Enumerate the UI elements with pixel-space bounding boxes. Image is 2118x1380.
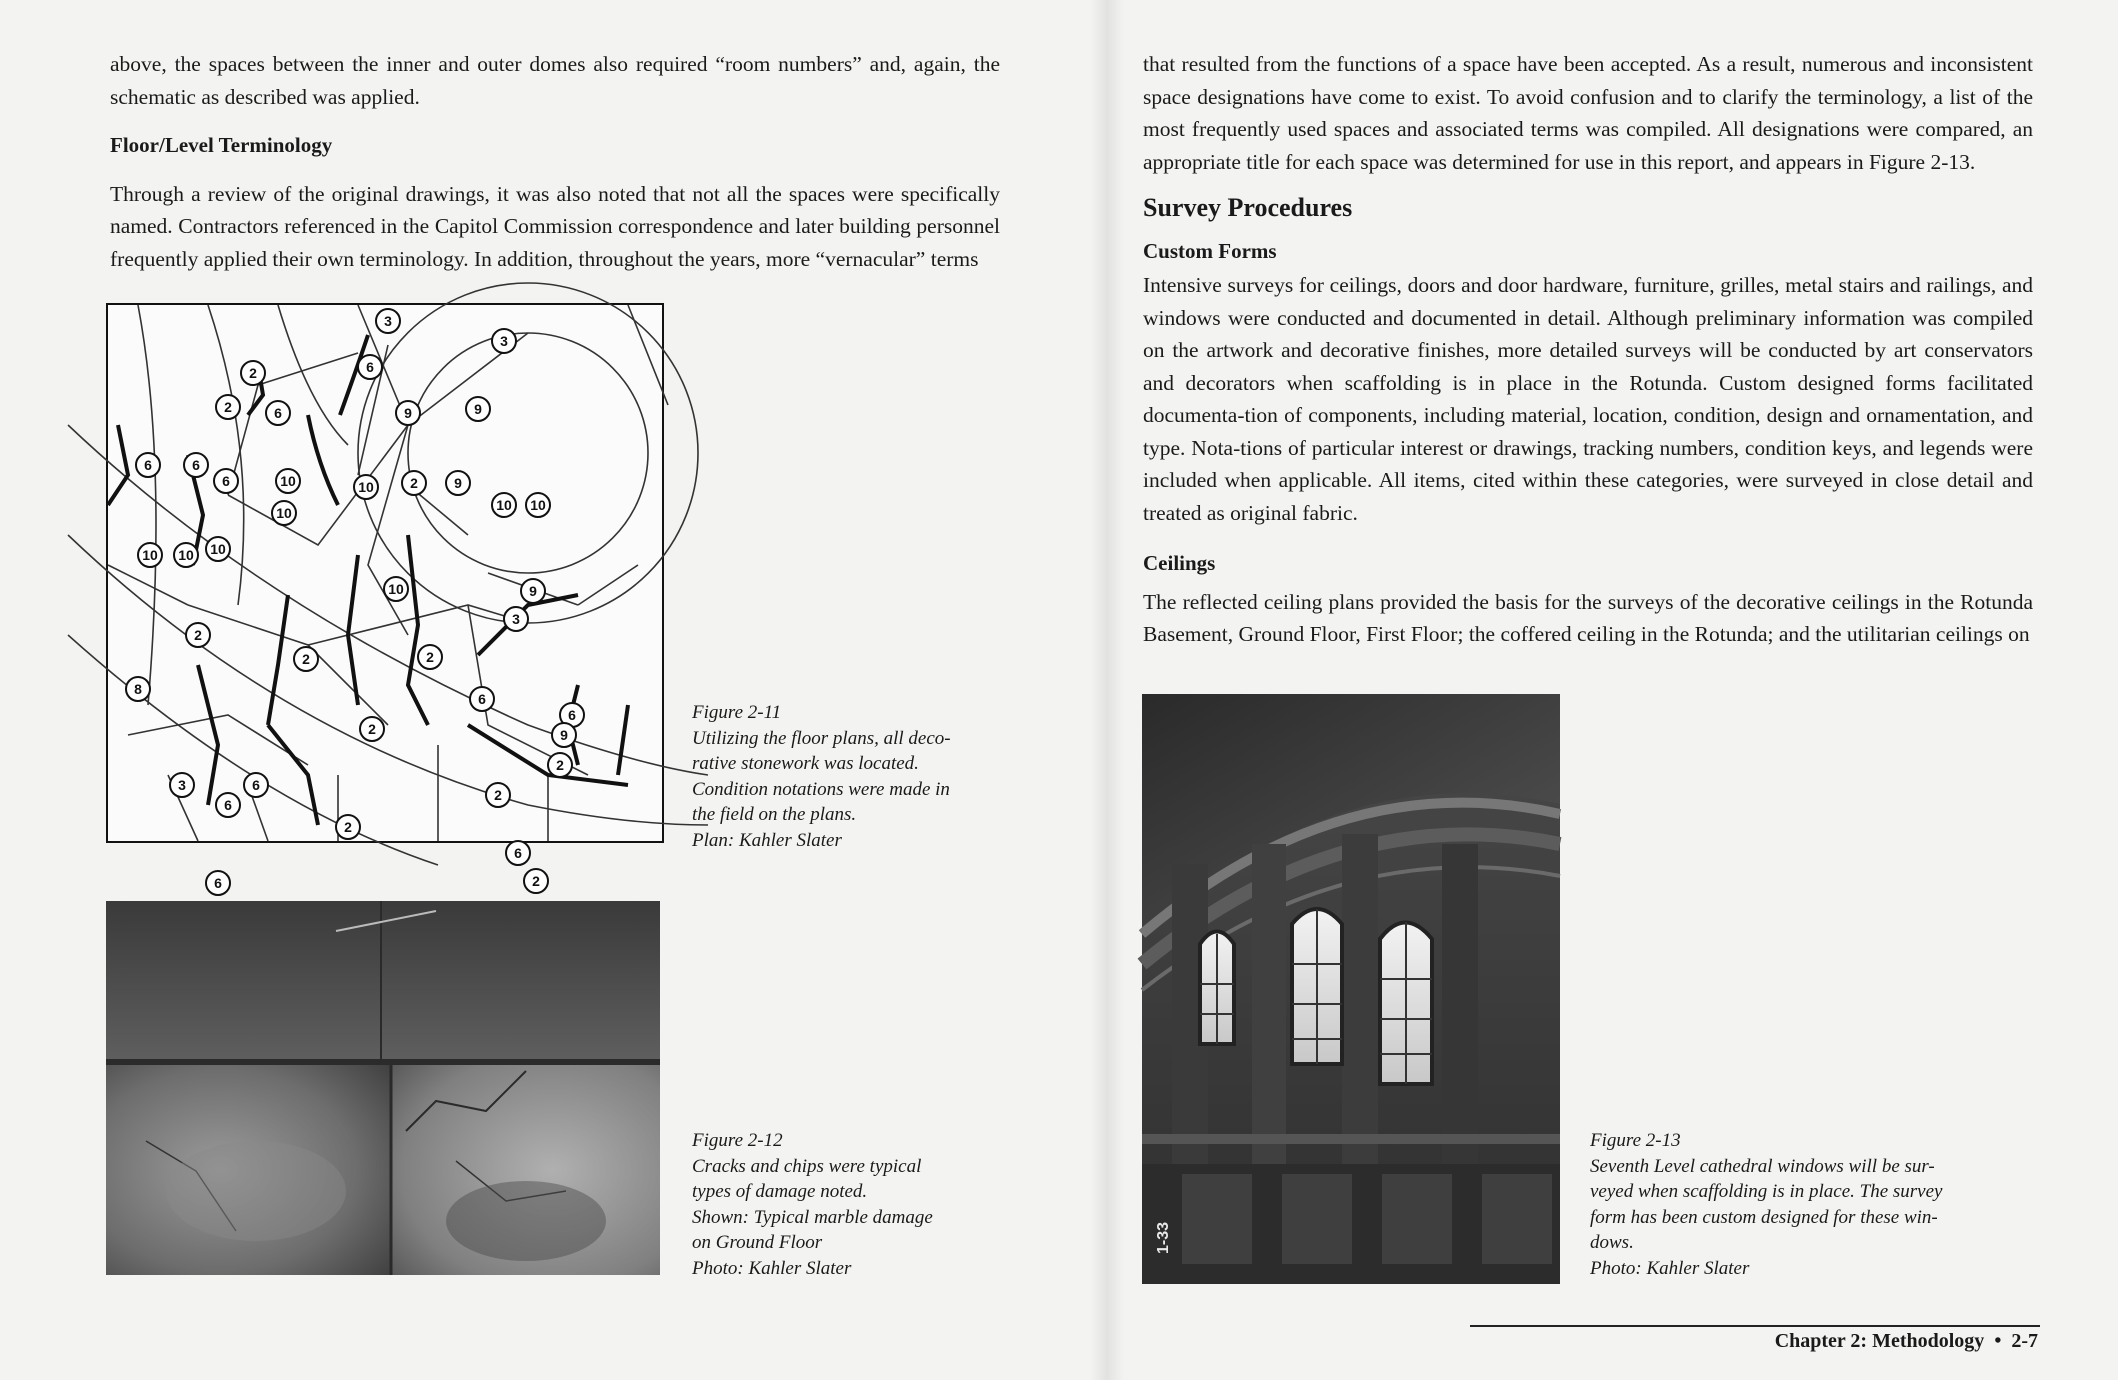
marble-damage-photo — [106, 901, 660, 1275]
condition-marker-label: 9 — [404, 405, 412, 421]
footer-separator: • — [1994, 1330, 2002, 1352]
figure-2-11-line-2: rative stonework was located. — [692, 753, 919, 774]
condition-marker-label: 10 — [276, 505, 292, 521]
condition-marker-label: 10 — [358, 479, 374, 495]
figure-2-13-credit: Photo: Kahler Slater — [1590, 1257, 1750, 1279]
figure-2-13-number: Figure 2-13 — [1590, 1130, 1681, 1151]
condition-marker-label: 6 — [514, 845, 522, 861]
figure-2-13-caption — [1590, 1128, 2010, 1281]
figure-2-12-line-4: on Ground Floor — [692, 1232, 823, 1253]
cathedral-windows-photo — [1142, 694, 1560, 1284]
condition-marker-label: 6 — [224, 797, 232, 813]
condition-marker-label: 3 — [500, 333, 508, 349]
page-footer — [1775, 1330, 2038, 1353]
survey-procedures-heading: Survey Procedures — [1143, 193, 1353, 222]
book-gutter — [1090, 0, 1124, 1380]
condition-marker-label: 2 — [224, 399, 232, 415]
condition-marker-label: 3 — [384, 313, 392, 329]
figure-2-12-number: Figure 2-12 — [692, 1130, 783, 1151]
footer-rule — [1470, 1325, 2040, 1327]
figure-2-12-line-1: Cracks and chips were typical — [692, 1155, 922, 1177]
left-intro-paragraph: above, the spaces between the inner and outer domes also required “room numbers” and, again, the schematic as described was applied. — [110, 52, 1000, 109]
figure-2-13-line-2: veyed when scaffolding is in place. The survey — [1590, 1181, 1943, 1202]
condition-marker-label: 2 — [249, 365, 257, 381]
condition-marker-label: 8 — [134, 681, 142, 697]
condition-marker-label: 6 — [252, 777, 260, 793]
ceilings-heading: Ceilings — [1143, 551, 1216, 575]
floor-plan-figure — [106, 303, 664, 891]
condition-marker-label: 2 — [344, 819, 352, 835]
floor-level-terminology-heading: Floor/Level Terminology — [110, 133, 333, 157]
condition-marker-label: 9 — [560, 727, 568, 743]
condition-marker-label: 2 — [302, 651, 310, 667]
right-intro-paragraph: that resulted from the functions of a space have been accepted. As a result, numerous and inconsistent space designations have come to exist. To avoid confusion and to clarify the terminology, a list of the most frequently used spaces and associated terms was compiled. All designations were compared, an appropriate title for each space was determined for use in this report, and appears in Figure 2-13. — [1143, 52, 2033, 174]
right-column — [1143, 48, 2033, 651]
ceilings-paragraph: The reflected ceiling plans provided the basis for the surveys of the decorative ceilings in the Rotunda Basement, Ground Floor, First Floor; the coffered ceiling in the Rotunda; and the utilitarian ceilings on — [1143, 589, 2033, 646]
condition-marker-label: 2 — [368, 721, 376, 737]
condition-marker-label: 6 — [366, 359, 374, 375]
condition-marker-label: 10 — [496, 497, 512, 513]
condition-marker-label: 2 — [410, 475, 418, 491]
figure-2-11-caption — [692, 700, 992, 853]
cathedral-windows-image — [1142, 694, 1560, 1284]
figure-2-12-caption — [692, 1128, 992, 1281]
condition-marker-label: 6 — [192, 457, 200, 473]
condition-marker-label: 6 — [144, 457, 152, 473]
condition-marker-label: 2 — [532, 873, 540, 889]
condition-marker-label: 9 — [474, 401, 482, 417]
figure-2-11-line-1: Utilizing the floor plans, all deco- — [692, 727, 951, 749]
figure-2-12-credit: Photo: Kahler Slater — [692, 1257, 852, 1279]
figure-2-11-number: Figure 2-11 — [692, 702, 782, 723]
footer-page-number: 2-7 — [2011, 1330, 2038, 1352]
condition-marker-label: 6 — [478, 691, 486, 707]
figure-2-13-line-4: dows. — [1590, 1232, 1634, 1253]
condition-marker-label: 10 — [388, 581, 404, 597]
condition-marker-label: 6 — [214, 875, 222, 891]
terminology-paragraph: Through a review of the original drawings, it was also noted that not all the spaces were specifically named. Contractors referenced in the Capitol Commission correspondence and later building personnel frequently applied their own terminology. In addition, throughout the years, more “vernacular” terms — [110, 181, 1000, 271]
condition-marker-label: 3 — [512, 611, 520, 627]
condition-marker-label: 10 — [210, 541, 226, 557]
figure-2-13-line-1: Seventh Level cathedral windows will be sur- — [1590, 1155, 1935, 1177]
figure-2-11-credit: Plan: Kahler Slater — [692, 829, 842, 851]
custom-forms-heading: Custom Forms — [1143, 238, 1277, 263]
condition-marker-label: 2 — [426, 649, 434, 665]
condition-marker-label: 9 — [454, 475, 462, 491]
condition-marker-label: 3 — [178, 777, 186, 793]
condition-marker-label: 10 — [530, 497, 546, 513]
marble-damage-image — [106, 901, 660, 1275]
condition-marker-label: 6 — [222, 473, 230, 489]
figure-2-13-line-3: form has been custom designed for these win- — [1590, 1206, 1938, 1228]
figure-2-12-line-2: types of damage noted. — [692, 1181, 868, 1202]
photo-film-stamp: 1-33 — [1155, 1221, 1172, 1254]
condition-marker-label: 2 — [494, 787, 502, 803]
condition-marker-label: 2 — [556, 757, 564, 773]
figure-2-11-line-4: the field on the plans. — [692, 804, 857, 825]
floor-plan-drawing — [108, 305, 662, 891]
footer-chapter: Chapter 2: Methodology — [1774, 1330, 1985, 1352]
condition-marker-label: 10 — [178, 547, 194, 563]
left-column — [110, 48, 1000, 275]
condition-marker-label: 10 — [142, 547, 158, 563]
condition-marker-label: 10 — [280, 473, 296, 489]
figure-2-11-line-3: Condition notations were made in — [692, 778, 950, 800]
condition-marker-label: 2 — [194, 627, 202, 643]
condition-marker-label: 6 — [274, 405, 282, 421]
condition-marker-label: 6 — [568, 707, 576, 723]
condition-marker-label: 9 — [529, 583, 537, 599]
figure-2-12-line-3: Shown: Typical marble damage — [692, 1206, 933, 1228]
custom-forms-paragraph: Intensive surveys for ceilings, doors and door hardware, furniture, grilles, metal stairs and railings, and windows were conducted and documented in detail. Although preliminary information was compiled on the artwork and decorative finishes, more detailed surveys will be conducted by art conservators and decorators when scaffolding is in place in the Rotunda. Custom designed forms facilitated documenta-tion of components, including material, location, condition, design and ornamentation, and type. Nota-tions of particular interest or drawings, tracking numbers, condition keys, and legends were included when applicable. All items, cited within these categories, were surveyed in close detail and treated as original fabric. — [1143, 273, 2033, 525]
